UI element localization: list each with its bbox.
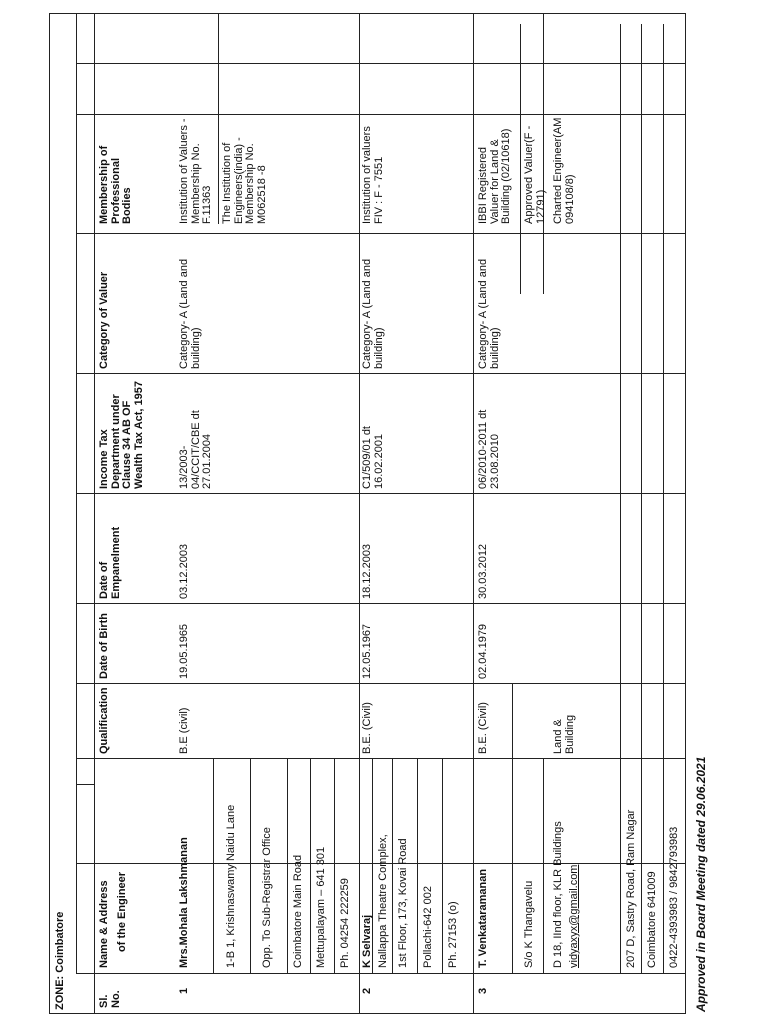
row-2-address-4: Ph. 27153 (o) [447, 901, 459, 968]
header-category: Category of Valuer [98, 271, 110, 369]
rule [641, 24, 642, 684]
row-3-sl: 3 [477, 987, 489, 994]
rule [310, 759, 311, 974]
rule [76, 373, 686, 374]
header-income-tax: Income Tax Department under Clause 34 AB OF Wealth Tax Act, 1957 [98, 380, 145, 489]
rule [213, 759, 214, 974]
row-1-sl: 1 [178, 987, 190, 994]
rule [76, 493, 686, 494]
rule [250, 759, 251, 974]
rule [359, 14, 360, 1014]
rule [392, 759, 393, 974]
board-approval-note: Approved in Board Meeting dated 29.06.2021 [694, 756, 708, 1012]
rule [49, 13, 686, 14]
row-3-category: Category- A (Land and building) [477, 258, 501, 369]
rule [49, 1013, 686, 1014]
row-1-membership-2: The Institution of Engineers(india) - Membership No. M062518 -8 [221, 137, 268, 224]
row-2-income-tax: C1/509/01 dt 16.02.2001 [361, 426, 385, 489]
rule [49, 14, 50, 1014]
rule [76, 784, 94, 785]
row-3-address-5: 0422-4393983 / 9842793983 [668, 826, 680, 968]
row-1-category: Category- A (Land and building) [178, 258, 202, 369]
row-3-membership-1: IBBI Registered Valuer for Land & Building (02/10618) [477, 128, 512, 224]
header-qualification: Qualification [98, 687, 110, 754]
rule [334, 759, 335, 974]
row-2-dob: 12.05.1967 [361, 623, 373, 679]
rule [641, 759, 642, 974]
row-2-address-2: 1st Floor, 173, Kovai Road [397, 838, 409, 968]
rule [620, 759, 621, 974]
header-name-address: Name & Address [98, 880, 110, 968]
rule [663, 24, 664, 684]
rule [473, 14, 474, 1014]
row-3-name: T. Venkataramanan [477, 868, 489, 968]
row-1-address-5: Ph. 04254 222259 [339, 878, 351, 968]
row-2-empanelment: 18.12.2003 [361, 543, 373, 599]
row-1-address-1: 1-B 1, Krishnaswamy Naidu Lane [225, 804, 237, 968]
header-sl-no: Sl. No. [98, 990, 122, 1008]
row-1-qualification: B.E (civil) [178, 707, 190, 754]
row-2-name: K Selvaraj [361, 914, 373, 968]
rule [512, 759, 513, 974]
rule [620, 24, 621, 684]
row-2-sl: 2 [361, 987, 373, 994]
header-date-of-birth: Date of Birth [98, 613, 110, 679]
row-3-qualification-1: B.E. (Civil) [477, 702, 489, 754]
header-date-of-empanelment: Date of Empanelment [98, 526, 122, 599]
rule [520, 24, 521, 224]
row-3-qualification-2: Land & Building [552, 714, 576, 754]
row-1-membership-1: Institution of Valuers - Membership No. F.11363 [178, 118, 213, 224]
rule [94, 14, 95, 1014]
row-1-empanelment: 03.12.2003 [178, 543, 190, 599]
rule [76, 683, 686, 684]
row-1-name: Mrs.Mohala Lakshmanan [178, 837, 190, 968]
rule [76, 14, 77, 974]
rule [663, 759, 664, 974]
row-2-address-1: Nallappa Theatre Complex, [377, 834, 389, 968]
rule [520, 224, 521, 294]
row-2-qualification: B.E. (Civil) [361, 702, 373, 754]
row-2-category: Category- A (Land and building) [361, 258, 385, 369]
rule [76, 758, 686, 759]
rule [685, 14, 686, 1014]
row-2-address-3: Pollachi-642 002 [422, 886, 434, 968]
rule [76, 973, 686, 974]
row-3-address-3: 207 D, Sastry Road, Ram Nagar [625, 809, 637, 968]
rule [512, 684, 513, 759]
header-name-address-2: of the Engineer [116, 871, 128, 952]
rule [543, 759, 544, 974]
row-3-address-1: S/o K Thangavelu [523, 880, 535, 968]
rule [663, 684, 664, 759]
row-3-membership-3: Charted Engineer(AM 094108/8) [552, 117, 576, 224]
row-1-address-2: Opp. To Sub-Registrar Office [261, 827, 273, 968]
row-3-dob: 02.04.1979 [477, 623, 489, 679]
row-3-address-4: Coimbatore 641009 [646, 871, 658, 968]
row-3-empanelment: 30.03.2012 [477, 543, 489, 599]
row-3-address-2: D 18, IInd floor, KLR Buildings [552, 821, 564, 968]
rule [76, 603, 686, 604]
row-1-address-4: Mettupalayam – 641 301 [315, 846, 327, 968]
row-1-address-3: Coimbatore Main Road [292, 854, 304, 968]
rule [76, 233, 686, 234]
row-1-dob: 19.05.1965 [178, 623, 190, 679]
header-membership: Membership of Professional Bodies [98, 145, 133, 224]
rule [543, 224, 544, 294]
rule [417, 759, 418, 974]
zone-label: ZONE: Coimbatore [54, 911, 66, 1010]
row-3-income-tax: 06/2010-2011 dt 23.08.2010 [477, 409, 501, 489]
row-2-membership-1: Institution of valuers FIV : F - 7551 [361, 126, 385, 224]
row-3-email[interactable]: vidyaxyx@gmail.com [568, 864, 580, 968]
rule [620, 684, 621, 759]
rule [442, 759, 443, 974]
row-3-membership-2: Approved Valuer(F - 12791) [523, 125, 547, 224]
rule [76, 63, 686, 64]
rule [287, 759, 288, 974]
rule [641, 684, 642, 759]
rule [218, 14, 219, 224]
row-1-income-tax: 13/2003-04/CCIT/CBE dt 27.01.2004 [178, 410, 213, 489]
